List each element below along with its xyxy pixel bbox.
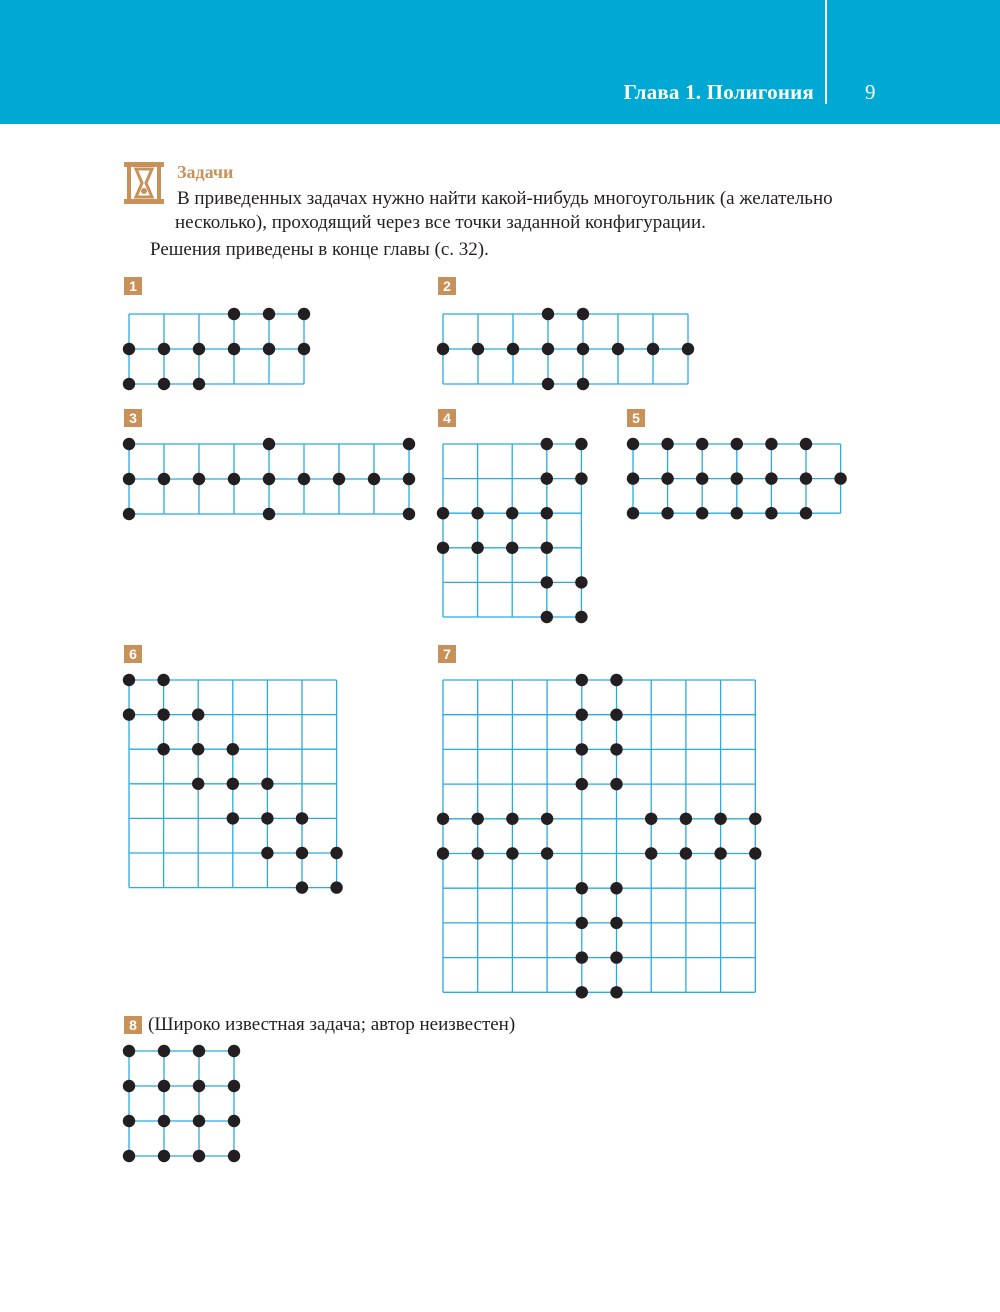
grid-dot [228,1150,240,1162]
problem-2-figure [437,308,694,390]
grid-dot [471,507,483,519]
grid-dot [610,709,622,721]
grid-dot [575,472,587,484]
grid-dot [627,507,639,519]
grid-dot [298,473,310,485]
grid-dot [576,917,588,929]
problem-6-figure [123,674,343,894]
grid-dot [123,674,135,686]
grid-dot [192,743,204,755]
intro-text-line-2: несколько), проходящий через все точки заданной конфигурации. [175,212,706,233]
problem-7-badge: 7 [438,645,456,663]
grid-dot [471,542,483,554]
grid-dot [575,438,587,450]
grid-dot [158,473,170,485]
grid-dot [731,507,743,519]
grid-dot [610,951,622,963]
grid-dot [437,343,449,355]
grid-dot [123,1115,135,1127]
grid-dot [261,812,273,824]
grid-dot [192,708,204,720]
chapter-title: Глава 1. Полигония [623,80,814,104]
grid-dot [765,438,777,450]
grid-dot [696,507,708,519]
grid-dot [576,882,588,894]
grid-dot [157,674,169,686]
grid-dot [541,472,553,484]
intro-text-line-1: В приведенных задачах нужно найти какой-нибудь многоугольник (а желательно [177,188,833,209]
grid-dot [227,812,239,824]
grid-dot [541,438,553,450]
grid-dot [403,438,415,450]
grid-dot [296,847,308,859]
grid-dot [157,708,169,720]
grid-dot [437,847,449,859]
grid-dot [661,438,673,450]
grid-dot [123,378,135,390]
grid-dot [123,1080,135,1092]
grid-dot [437,542,449,554]
problem-2-badge: 2 [438,277,456,295]
grid-dot [330,847,342,859]
grid-dot [437,813,449,825]
problem-3-figure [123,438,415,520]
grid-dot [158,1150,170,1162]
problem-3-badge: 3 [124,409,142,427]
grid-dot [731,472,743,484]
grid-dot [627,472,639,484]
grid-dot [645,847,657,859]
grid-dot [228,1080,240,1092]
grid-dot [542,308,554,320]
grid-dot [123,1045,135,1057]
grid-dot [577,308,589,320]
grid-dot [627,438,639,450]
grid-dot [157,743,169,755]
grid-dot [506,542,518,554]
grid-dot [261,847,273,859]
grid-dot [193,1045,205,1057]
problem-4-figure [437,438,588,623]
grid-dot [647,343,659,355]
grid-dot [541,576,553,588]
grid-dot [800,438,812,450]
grid-dot [731,438,743,450]
grid-dot [834,472,846,484]
grid-dot [541,847,553,859]
grid-dot [714,847,726,859]
grid-dot [472,847,484,859]
grid-dot [123,473,135,485]
grid-dot [193,473,205,485]
grid-dot [610,778,622,790]
grid-dot [403,508,415,520]
grid-dot [228,308,240,320]
grid-dot [506,507,518,519]
grid-dot [800,507,812,519]
grid-dot [193,1115,205,1127]
grid-dot [193,343,205,355]
grid-dot [158,1080,170,1092]
solutions-note: Решения приведены в конце главы (с. 32). [150,239,489,260]
section-heading: Задачи [177,162,234,182]
grid-dot [158,1115,170,1127]
page-number: 9 [865,80,876,104]
grid-dot [765,507,777,519]
problem-8-figure [123,1045,240,1162]
grid-dot [228,473,240,485]
grid-dot [800,472,812,484]
grid-dot [158,343,170,355]
grid-dot [368,473,380,485]
grid-dot [612,343,624,355]
grid-dot [577,343,589,355]
grid-dot [680,813,692,825]
grid-dot [437,507,449,519]
grid-dot [576,743,588,755]
grid-dot [610,743,622,755]
grid-dot [610,986,622,998]
grid-dot [749,813,761,825]
grid-dot [610,674,622,686]
grid-dot [298,308,310,320]
grid-dot [330,881,342,893]
grid-dot [506,847,518,859]
grid-dot [263,343,275,355]
problem-8-badge: 8 [124,1016,142,1034]
grid-dot [193,1150,205,1162]
grid-dot [542,378,554,390]
grid-dot [576,709,588,721]
grid-dot [765,472,777,484]
grid-dot [576,778,588,790]
grid-dot [610,917,622,929]
grid-dot [541,611,553,623]
grid-dot [661,507,673,519]
grid-dot [661,472,673,484]
grid-dot [610,882,622,894]
grid-dot [193,378,205,390]
grid-dot [123,508,135,520]
grid-dot [542,343,554,355]
grid-dot [333,473,345,485]
grid-dot [261,778,273,790]
problem-6-badge: 6 [124,645,142,663]
grid-dot [228,343,240,355]
grid-dot [227,743,239,755]
problem-5-badge: 5 [627,409,645,427]
grid-dot [680,847,692,859]
grid-dot [403,473,415,485]
grid-dot [749,847,761,859]
grid-dot [682,343,694,355]
problem-7-figure [437,674,762,999]
grid-dot [298,343,310,355]
grid-dot [575,576,587,588]
grid-dot [645,813,657,825]
grid-dot [228,1045,240,1057]
grid-dot [296,812,308,824]
grid-dot [263,473,275,485]
grid-dot [507,343,519,355]
grid-dot [576,951,588,963]
grid-dot [123,438,135,450]
grid-dot [158,1045,170,1057]
grid-dot [263,438,275,450]
grid-dot [123,1150,135,1162]
grid-dot [192,778,204,790]
grid-dot [576,986,588,998]
grid-dot [472,813,484,825]
grid-dot [575,611,587,623]
problem-1-badge: 1 [124,277,142,295]
problem-8-caption: (Широко известная задача; автор неизвестен) [148,1014,516,1035]
grid-dot [577,378,589,390]
grid-dot [696,472,708,484]
grid-dot [158,378,170,390]
grid-dot [296,881,308,893]
grid-dot [541,813,553,825]
grid-dot [714,813,726,825]
grid-dot [472,343,484,355]
problem-4-badge: 4 [438,409,456,427]
grid-dot [696,438,708,450]
grid-dot [541,542,553,554]
problem-1-figure [123,308,310,390]
problem-5-figure [627,438,847,520]
grid-dot [193,1080,205,1092]
grid-dot [227,778,239,790]
grid-dot [263,308,275,320]
grid-dot [263,508,275,520]
grid-dot [228,1115,240,1127]
grid-dot [506,813,518,825]
grid-dot [123,708,135,720]
grid-dot [576,674,588,686]
grid-dot [123,343,135,355]
grid-dot [541,507,553,519]
